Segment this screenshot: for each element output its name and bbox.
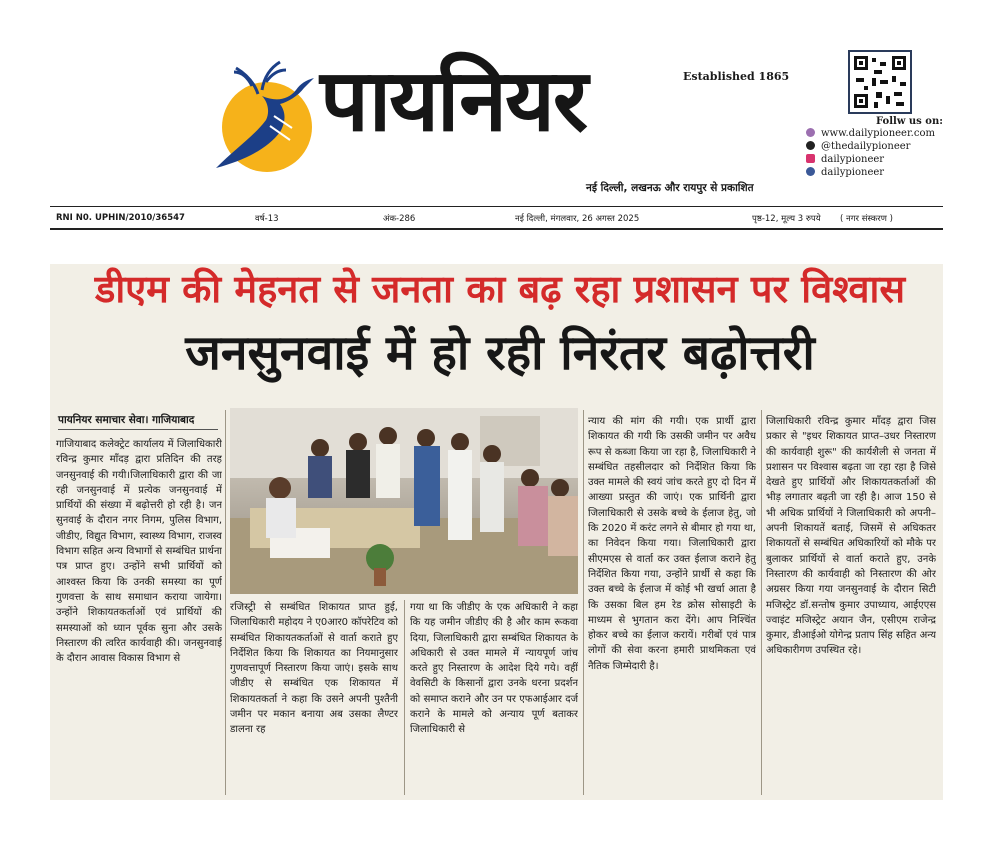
- issue-label: अंक-286: [383, 214, 416, 224]
- article-kicker: डीएम की मेहनत से जनता का बढ़ रहा प्रशासन पर विश्वास: [94, 267, 906, 311]
- rule-bottom: [50, 228, 943, 230]
- x-logo-icon: [806, 141, 815, 150]
- col-2-text: रजिस्ट्री से सम्बंधित शिकायत प्राप्त हुई, जिलाधिकारी महोदय ने ए0आर0 कॉपरेटिव को सम्बंधित शिकायतकर्ताओं से वार्ता कराते हुए निर्देशित किया कि शिकायत का नियमानुसार गुणवत्तापूर्ण निस्तारण किया जाएं। इसके साथ जीडीए से सम्बंधित एक शिकायत में शिकायतकर्ता ने कहा कि उसने अपनी पुश्तैनी जमीन पर मकान बनाया अब उसका लैण्टर डालना रह: [230, 602, 398, 736]
- pages-price-label: पृष्ठ-12, मूल्य 3 रुपये: [752, 214, 821, 224]
- article-photo: [230, 408, 578, 594]
- article-col-3: [410, 600, 578, 793]
- col-5-text: जिलाधिकारी रविन्द्र कुमार माँदड़ द्वारा जिस प्रकार से "इधर शिकायत प्राप्त–उधर निस्तारण की कार्यवाही शुरू" की कार्यशैली से जनता में प्रशासन पर विश्वास बढ़ता जा रहा रहा है जिसे देखते हुए प्रार्थियों और शिकायतकर्ताओं की भीड़ लगातार बढ़ती जा रही है। आज 150 से भी अधिक प्रार्थियों ने जिलाधिकारी को अपनी–अपनी शिकायतें बताई, जिसमें से अधिकतर शिकायतों से सम्बंधित अधिकारियों को मौके पर बुलाकर प्रार्थियों से वार्ता कराते हुए, उनके निस्तारण की कार्यवाही को निस्तारण की ओर अग्रसर किया गया जनसुनवाई के दौरान सिटी मजिस्ट्रेट डॉ.सन्तोष कुमार उपाध्याय, आईएएस ज्वाइंट मजिस्ट्रेट अयान जैन, एसीएम राजेन्द्र कुमार, डीआईओ योगेन्द्र प्रताप सिंह सहित अन्य अधिकारीगण उपस्थित रहे।: [766, 416, 936, 657]
- instagram-icon: [806, 154, 815, 163]
- social-website-text: www.dailypioneer.com: [821, 128, 935, 139]
- social-instagram[interactable]: [806, 154, 884, 165]
- article-byline: पायनियर समाचार सेवा। गाजियाबाद: [58, 414, 195, 426]
- established-label: Established 1865: [683, 70, 790, 83]
- col-4-text: न्याय की मांग की गयी। एक प्रार्थी द्वारा शिकायत की गयी कि उसकी जमीन पर अवैध रूप से कब्जा किया जा रहा है, जिलाधिकारी ने सम्बंधित तहसीलदार को निर्देशित किया कि उक्त मामले की स्वयं जांच करते हुए दो दिन में आख्या प्रस्तुत की जाएं। एक प्रार्थिनी द्वारा जिलाधिकारी से उसके बच्चे के ईलाज हेतु, जो कि 2020 में करंट लगने से बीमार हो गया था, का निवेदन किया गया। जिलाधिकारी द्वारा सीएमएस से वार्ता कर उक्त ईलाज कराने हेतु निर्देशित किया गया, उन्होंने प्रार्थी से कहा कि उक्त बच्चे के ईलाज में कोई भी खर्चा आता है कि उसका बिल हम रेड क्रोस सोसाइटी के माध्यम से भुगतान करा देंगे। आप निश्चिंत होकर बच्चे का ईलाज करायें। गरीबों एवं पात्र लोगों की सेवा करना हमारी प्राथमिकता एवं नैतिक जिम्मेदारी है।: [588, 416, 756, 672]
- globe-icon: [806, 128, 815, 137]
- column-divider: [225, 410, 226, 795]
- article-col-1: [56, 437, 222, 793]
- social-x[interactable]: [806, 141, 910, 152]
- social-facebook[interactable]: [806, 167, 884, 178]
- social-instagram-text: dailypioneer: [821, 154, 885, 165]
- column-divider: [583, 410, 584, 795]
- date-label: नई दिल्ली, मंगलवार, 26 अगस्त 2025: [515, 214, 640, 224]
- social-website[interactable]: [806, 128, 935, 139]
- rni-number: RNI N0. UPHIN/2010/36547: [56, 213, 185, 223]
- publish-line: नई दिल्ली, लखनऊ और रायपुर से प्रकाशित: [586, 182, 754, 194]
- year-label: वर्ष-13: [255, 214, 279, 224]
- article-col-4: [588, 414, 756, 793]
- column-divider: [404, 600, 405, 795]
- rule-top: [50, 206, 943, 207]
- follow-label: Follw us on:: [876, 116, 943, 127]
- col-3-text: गया था कि जीडीए के एक अधिकारी ने कहा कि यह जमीन जीडीए की है और काम रूकवा दिया, जिलाधिकारी द्वारा सम्बंधित शिकायत के अधिकारी से उक्त मामले में न्यायपूर्ण जांच करते हुए निस्तारण के आदेश दिये गये। वहीं वेवसिटी के किसानों द्वारा उनके धरना प्रदर्शन को समाप्त कराने और उन पर एफआईआर दर्ज कराने के मामले को अन्याय पूर्ण बताकर जिलाधिकारी से: [410, 602, 578, 736]
- byline-rule: [58, 429, 218, 430]
- qr-code-icon: [848, 50, 912, 114]
- info-bar: [50, 211, 943, 225]
- masthead-title: पायनियर: [320, 51, 587, 151]
- edition-label: ( नगर संस्करण ): [840, 214, 893, 224]
- social-facebook-text: dailypioneer: [821, 167, 885, 178]
- facebook-icon: [806, 167, 815, 176]
- deer-logo-icon: [196, 56, 326, 176]
- article-col-2: [230, 600, 398, 793]
- photo-scene: [230, 408, 578, 594]
- col-1-text: गाजियाबाद कलेक्ट्रेट कार्यालय में जिलाधिकारी रविन्द्र कुमार माँदड़ द्वारा प्रतिदिन की तरह जनसुनवाई की गयी।जिलाधिकारी द्वारा की जा रही जनसुनवाई में प्रत्येक जनसुनवाई में प्रार्थियों की संख्या में बढ़ोत्तरी हो रही है। जन सुनवाई के दौरान नगर निगम, पुलिस विभाग, जीडीए, विद्युत विभाग, स्वास्थ्य विभाग, राजस्व विभाग सहित अन्य विभागों से सम्बंधित प्रार्थना पत्र प्राप्त हुए। उन्होंने सभी प्रार्थियों को आश्वस्त किया कि उनकी समस्या का पूर्ण गुणवत्ता के साथ समाधान कराया जायेगा। उन्होंने शिकायतकर्ताओं एवं प्रार्थियों की समस्याओं को ध्यान पूर्वक सुना और उसके निस्तारण की त्वरित कार्यवाही की। जनसुनवाई के दौरान आवास विकास विभाग से: [56, 439, 222, 665]
- social-x-text: @thedailypioneer: [821, 141, 911, 152]
- article-headline: जनसुनवाई में हो रही निरंतर बढ़ोत्तरी: [185, 325, 815, 381]
- article-col-5: [766, 414, 936, 793]
- column-divider: [761, 410, 762, 795]
